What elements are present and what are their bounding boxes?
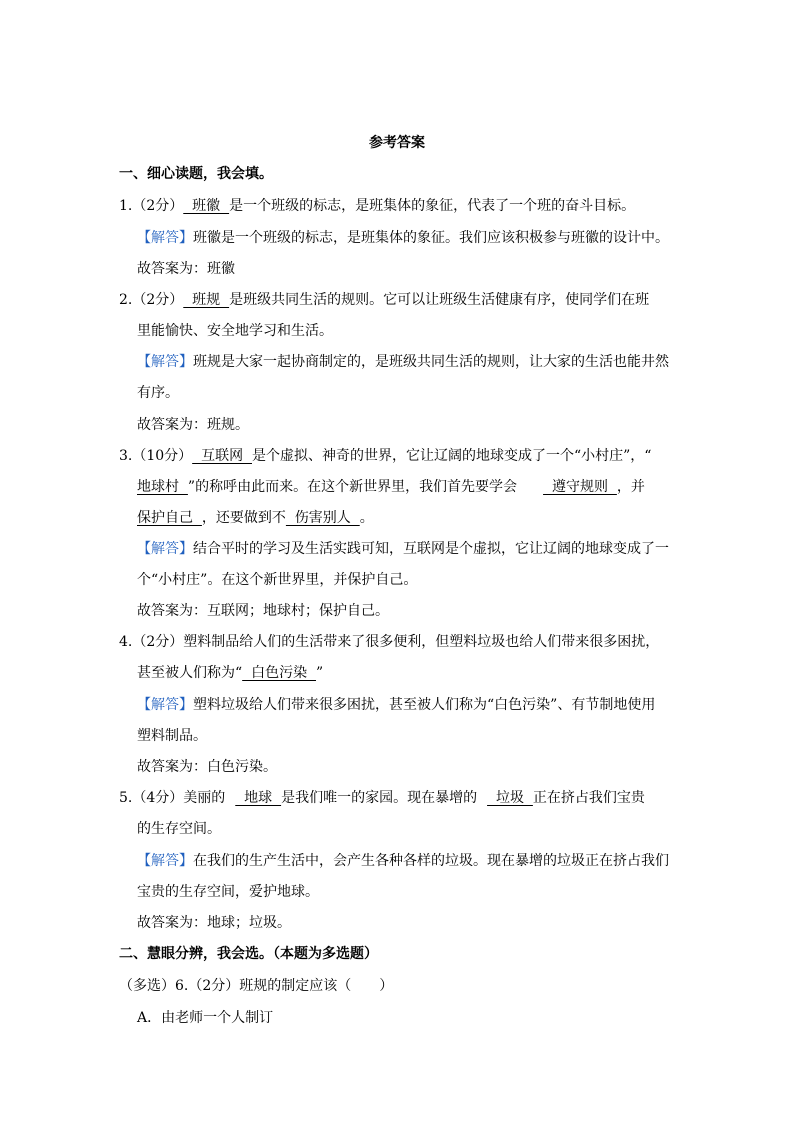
question-5 xyxy=(119,788,645,808)
solution-2-line2: 有序。 xyxy=(137,385,179,401)
answer-blank: 遵守规则 xyxy=(543,479,617,495)
question-6: （多选）6.（2分）班规的制定应该（ ） xyxy=(119,978,394,994)
question-2 xyxy=(119,290,649,310)
question-text: 是一个班级的标志，是班集体的象征，代表了一个班的奋斗目标。 xyxy=(229,198,636,214)
solution-3-line2: 个“小村庄”。在这个新世界里，并保护自己。 xyxy=(137,572,418,588)
question-text: 美丽的 xyxy=(183,790,226,806)
answer-5: 故答案为：地球；垃圾。 xyxy=(137,915,291,931)
answer-4: 故答案为：白色污染。 xyxy=(137,759,277,775)
section-heading-2: 二、慧眼分辨，我会选。（本题为多选题） xyxy=(119,946,378,962)
question-prefix: 3.（10分） xyxy=(119,448,193,464)
answer-blank: 白色污染 xyxy=(242,665,316,681)
answer-blank: 伤害别人 xyxy=(285,510,360,526)
solution-text: 班规是大家一起协商制定的，是班级共同生活的规则，让大家的生活也能井然 xyxy=(193,354,669,370)
question-5-line2: 的生存空间。 xyxy=(137,821,221,837)
question-2-line2: 里能愉快、安全地学习和生活。 xyxy=(137,323,333,339)
answer-blank: 垃圾 xyxy=(487,790,533,806)
solution-tag: 【解答】 xyxy=(137,697,193,713)
question-text: ”的称呼由此而来。在这个新世界里，我们首先要学会 xyxy=(187,479,518,495)
question-prefix: 4.（2分） xyxy=(119,634,184,650)
solution-text: 塑料垃圾给人们带来很多困扰，甚至被人们称为“白色污染”、有节制地使用 xyxy=(193,697,656,713)
question-4-line2 xyxy=(137,663,323,683)
answer-blank: 互联网 xyxy=(192,448,252,464)
solution-tag: 【解答】 xyxy=(137,541,193,557)
question-3 xyxy=(119,446,651,466)
solution-2 xyxy=(137,352,669,372)
solution-text: 结合平时的学习及生活实践可知，互联网是个虚拟，它让辽阔的地球变成了一 xyxy=(193,541,669,557)
question-text: 塑料制品给人们的生活带来了很多便利，但塑料垃圾也给人们带来很多困扰， xyxy=(183,634,660,650)
question-text: ，并 xyxy=(616,479,645,495)
question-prefix: 1.（2分） xyxy=(119,198,184,214)
solution-tag: 【解答】 xyxy=(137,853,193,869)
question-text: 是班级共同生活的规则。它可以让班级生活健康有序，使同学们在班 xyxy=(229,292,650,308)
section-heading: 一、细心读题，我会填。 xyxy=(119,166,273,182)
answer-blank: 地球 xyxy=(235,790,282,806)
question-3-line3 xyxy=(137,508,374,528)
question-3-line2 xyxy=(137,477,645,497)
question-text: ，还要做到不 xyxy=(201,510,286,526)
answer-3: 故答案为：互联网；地球村；保护自己。 xyxy=(137,603,389,619)
answer-blank: 保护自己 xyxy=(137,510,202,526)
solution-text: 班徽是一个班级的标志，是班集体的象征。我们应该积极参与班徽的设计中。 xyxy=(193,230,669,246)
page-title: 参考答案 xyxy=(369,135,425,151)
solution-text: 在我们的生产生活中，会产生各种各样的垃圾。现在暴增的垃圾正在挤占我们 xyxy=(193,853,669,869)
solution-4-line2: 塑料制品。 xyxy=(137,728,207,744)
question-1 xyxy=(119,196,635,216)
question-text: 甚至被人们称为“ xyxy=(137,665,243,681)
question-text: 正在挤占我们宝贵 xyxy=(532,790,645,806)
solution-3 xyxy=(137,539,669,559)
answer-2: 故答案为：班规。 xyxy=(137,417,249,433)
answer-1: 故答案为：班徽 xyxy=(137,261,235,277)
solution-1 xyxy=(137,228,669,248)
question-text: 。 xyxy=(359,510,374,526)
question-text: 是我们唯一的家园。现在暴增的 xyxy=(281,790,478,806)
solution-5 xyxy=(137,851,669,871)
question-prefix: 2.（2分） xyxy=(119,292,184,308)
question-text: ” xyxy=(315,665,324,681)
solution-tag: 【解答】 xyxy=(137,354,193,370)
question-prefix: 5.（4分） xyxy=(119,790,184,806)
solution-4 xyxy=(137,695,655,715)
question-text: 是个虚拟、神奇的世界，它让辽阔的地球变成了一个“小村庄”，“ xyxy=(251,448,652,464)
answer-blank: 地球村 xyxy=(137,479,188,495)
option-a: A．由老师一个人制订 xyxy=(137,1010,274,1026)
question-4 xyxy=(119,632,659,652)
answer-blank: 班规 xyxy=(183,292,230,308)
solution-5-line2: 宝贵的生存空间，爱护地球。 xyxy=(137,884,319,900)
answer-blank: 班徽 xyxy=(183,198,230,214)
solution-tag: 【解答】 xyxy=(137,230,193,246)
